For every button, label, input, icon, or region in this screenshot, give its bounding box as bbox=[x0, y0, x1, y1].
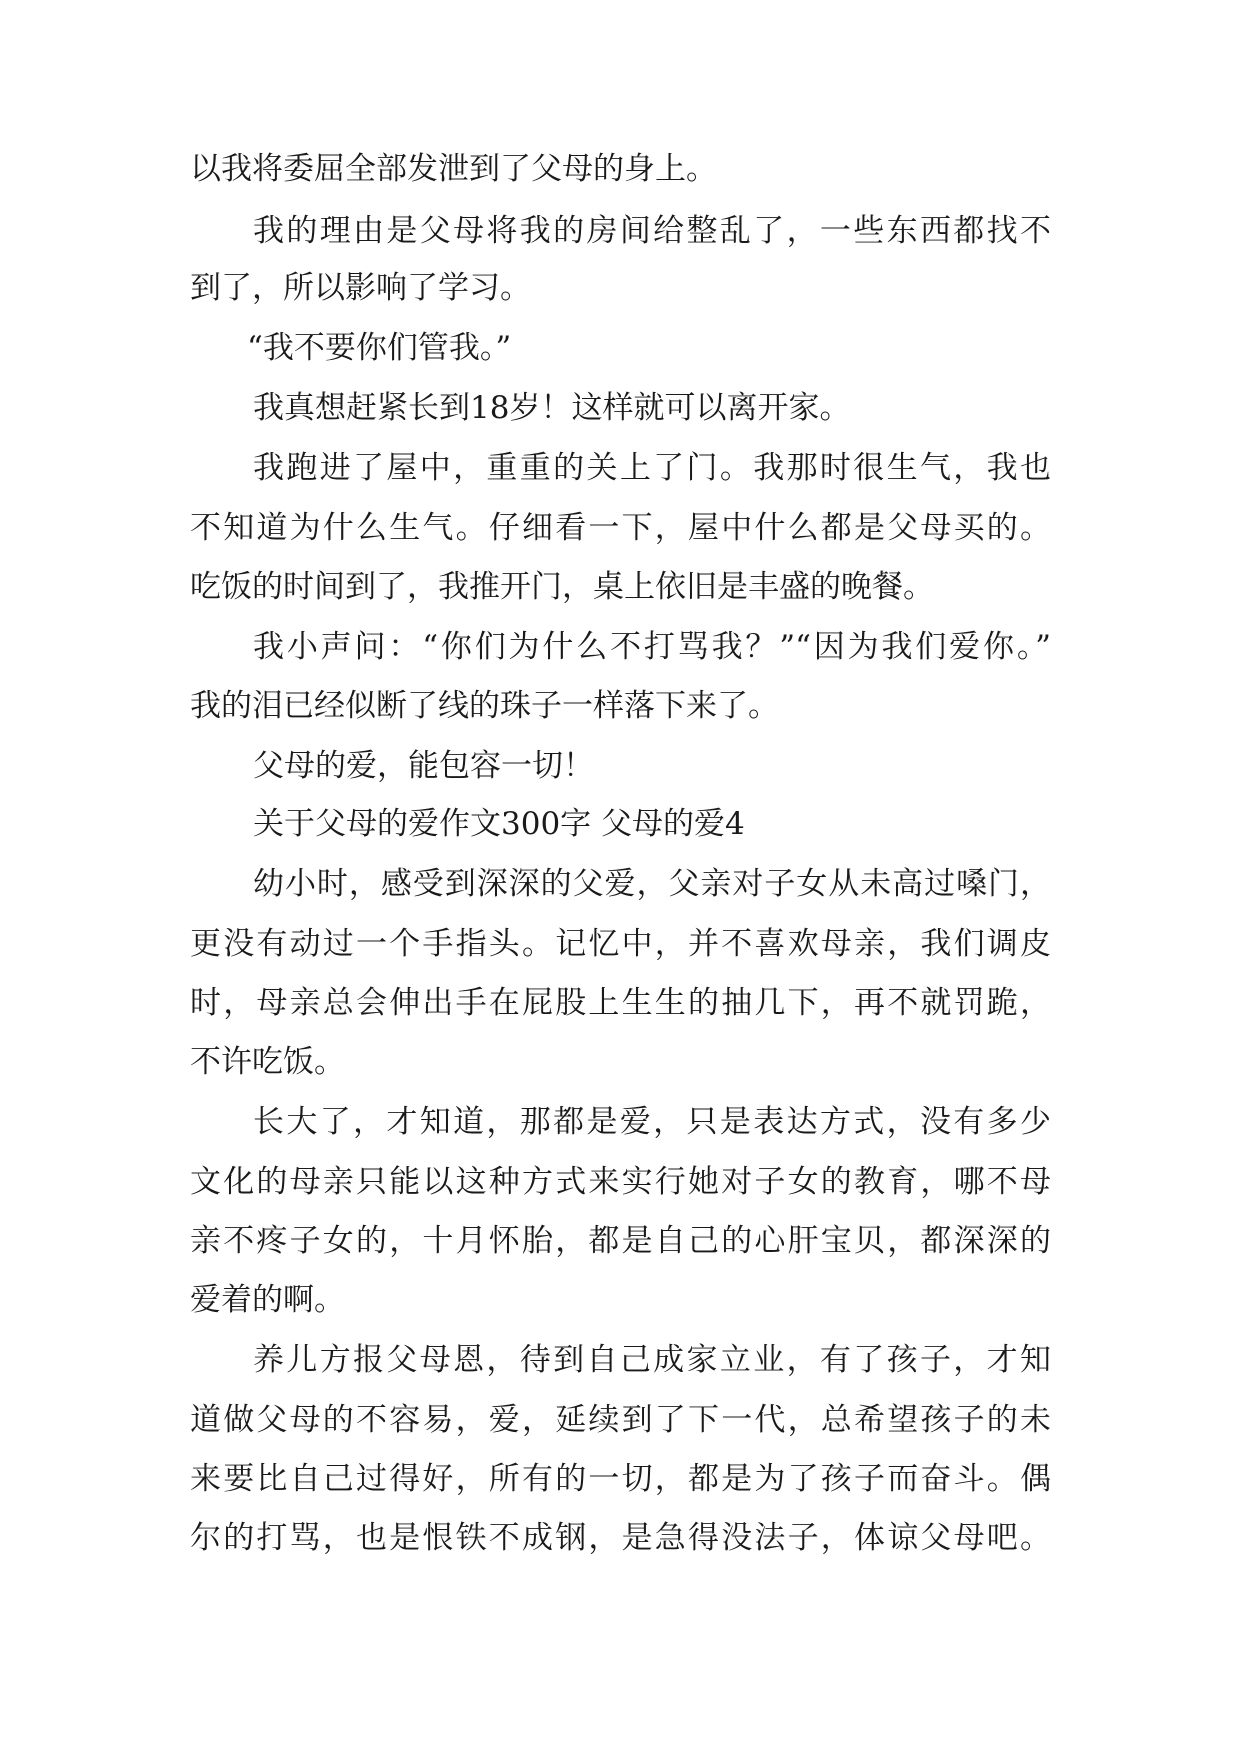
paragraph-line: 文化的母亲只能以这种方式来实行她对子女的教育，哪不母 bbox=[190, 1164, 1051, 1200]
paragraph-line: 我真想赶紧长到18岁！这样就可以离开家。 bbox=[253, 390, 851, 426]
paragraph-line: 父母的爱，能包容一切！ bbox=[253, 748, 594, 784]
paragraph-line: 我的泪已经似断了线的珠子一样落下来了。 bbox=[190, 688, 779, 724]
paragraph-line: “我不要你们管我。” bbox=[247, 330, 512, 366]
paragraph-line: 爱着的啊。 bbox=[190, 1282, 345, 1318]
paragraph-line: 时，母亲总会伸出手在屁股上生生的抽几下，再不就罚跪， bbox=[190, 985, 1051, 1021]
paragraph-line: 我的理由是父母将我的房间给整乱了，一些东西都找不 bbox=[253, 213, 1051, 249]
paragraph-line: 道做父母的不容易，爱，延续到了下一代，总希望孩子的未 bbox=[190, 1402, 1051, 1438]
paragraph-line: 我小声问：“你们为什么不打骂我？”“因为我们爱你。” bbox=[253, 629, 1051, 665]
paragraph-line: 养儿方报父母恩，待到自己成家立业，有了孩子，才知 bbox=[253, 1342, 1051, 1378]
paragraph-line: 到了，所以影响了学习。 bbox=[190, 270, 531, 306]
paragraph-line: 更没有动过一个手指头。记忆中，并不喜欢母亲，我们调皮 bbox=[190, 926, 1051, 962]
paragraph-line: 我跑进了屋中，重重的关上了门。我那时很生气，我也 bbox=[253, 450, 1051, 486]
paragraph-line: 幼小时，感受到深深的父爱，父亲对子女从未高过嗓门， bbox=[253, 866, 1051, 902]
paragraph-line: 不许吃饭。 bbox=[190, 1044, 345, 1080]
paragraph-line: 吃饭的时间到了，我推开门，桌上依旧是丰盛的晚餐。 bbox=[190, 569, 934, 605]
paragraph-line: 来要比自己过得好，所有的一切，都是为了孩子而奋斗。偶 bbox=[190, 1461, 1051, 1497]
paragraph-line: 尔的打骂，也是恨铁不成钢，是急得没法子，体谅父母吧。 bbox=[190, 1520, 1051, 1556]
paragraph-line: 不知道为什么生气。仔细看一下，屋中什么都是父母买的。 bbox=[190, 510, 1051, 546]
paragraph-line: 长大了，才知道，那都是爱，只是表达方式，没有多少 bbox=[253, 1104, 1051, 1140]
paragraph-line: 以我将委屈全部发泄到了父母的身上。 bbox=[190, 151, 717, 187]
section-heading: 关于父母的爱作文300字 父母的爱4 bbox=[253, 806, 745, 842]
paragraph-line: 亲不疼子女的，十月怀胎，都是自己的心肝宝贝，都深深的 bbox=[190, 1223, 1051, 1259]
